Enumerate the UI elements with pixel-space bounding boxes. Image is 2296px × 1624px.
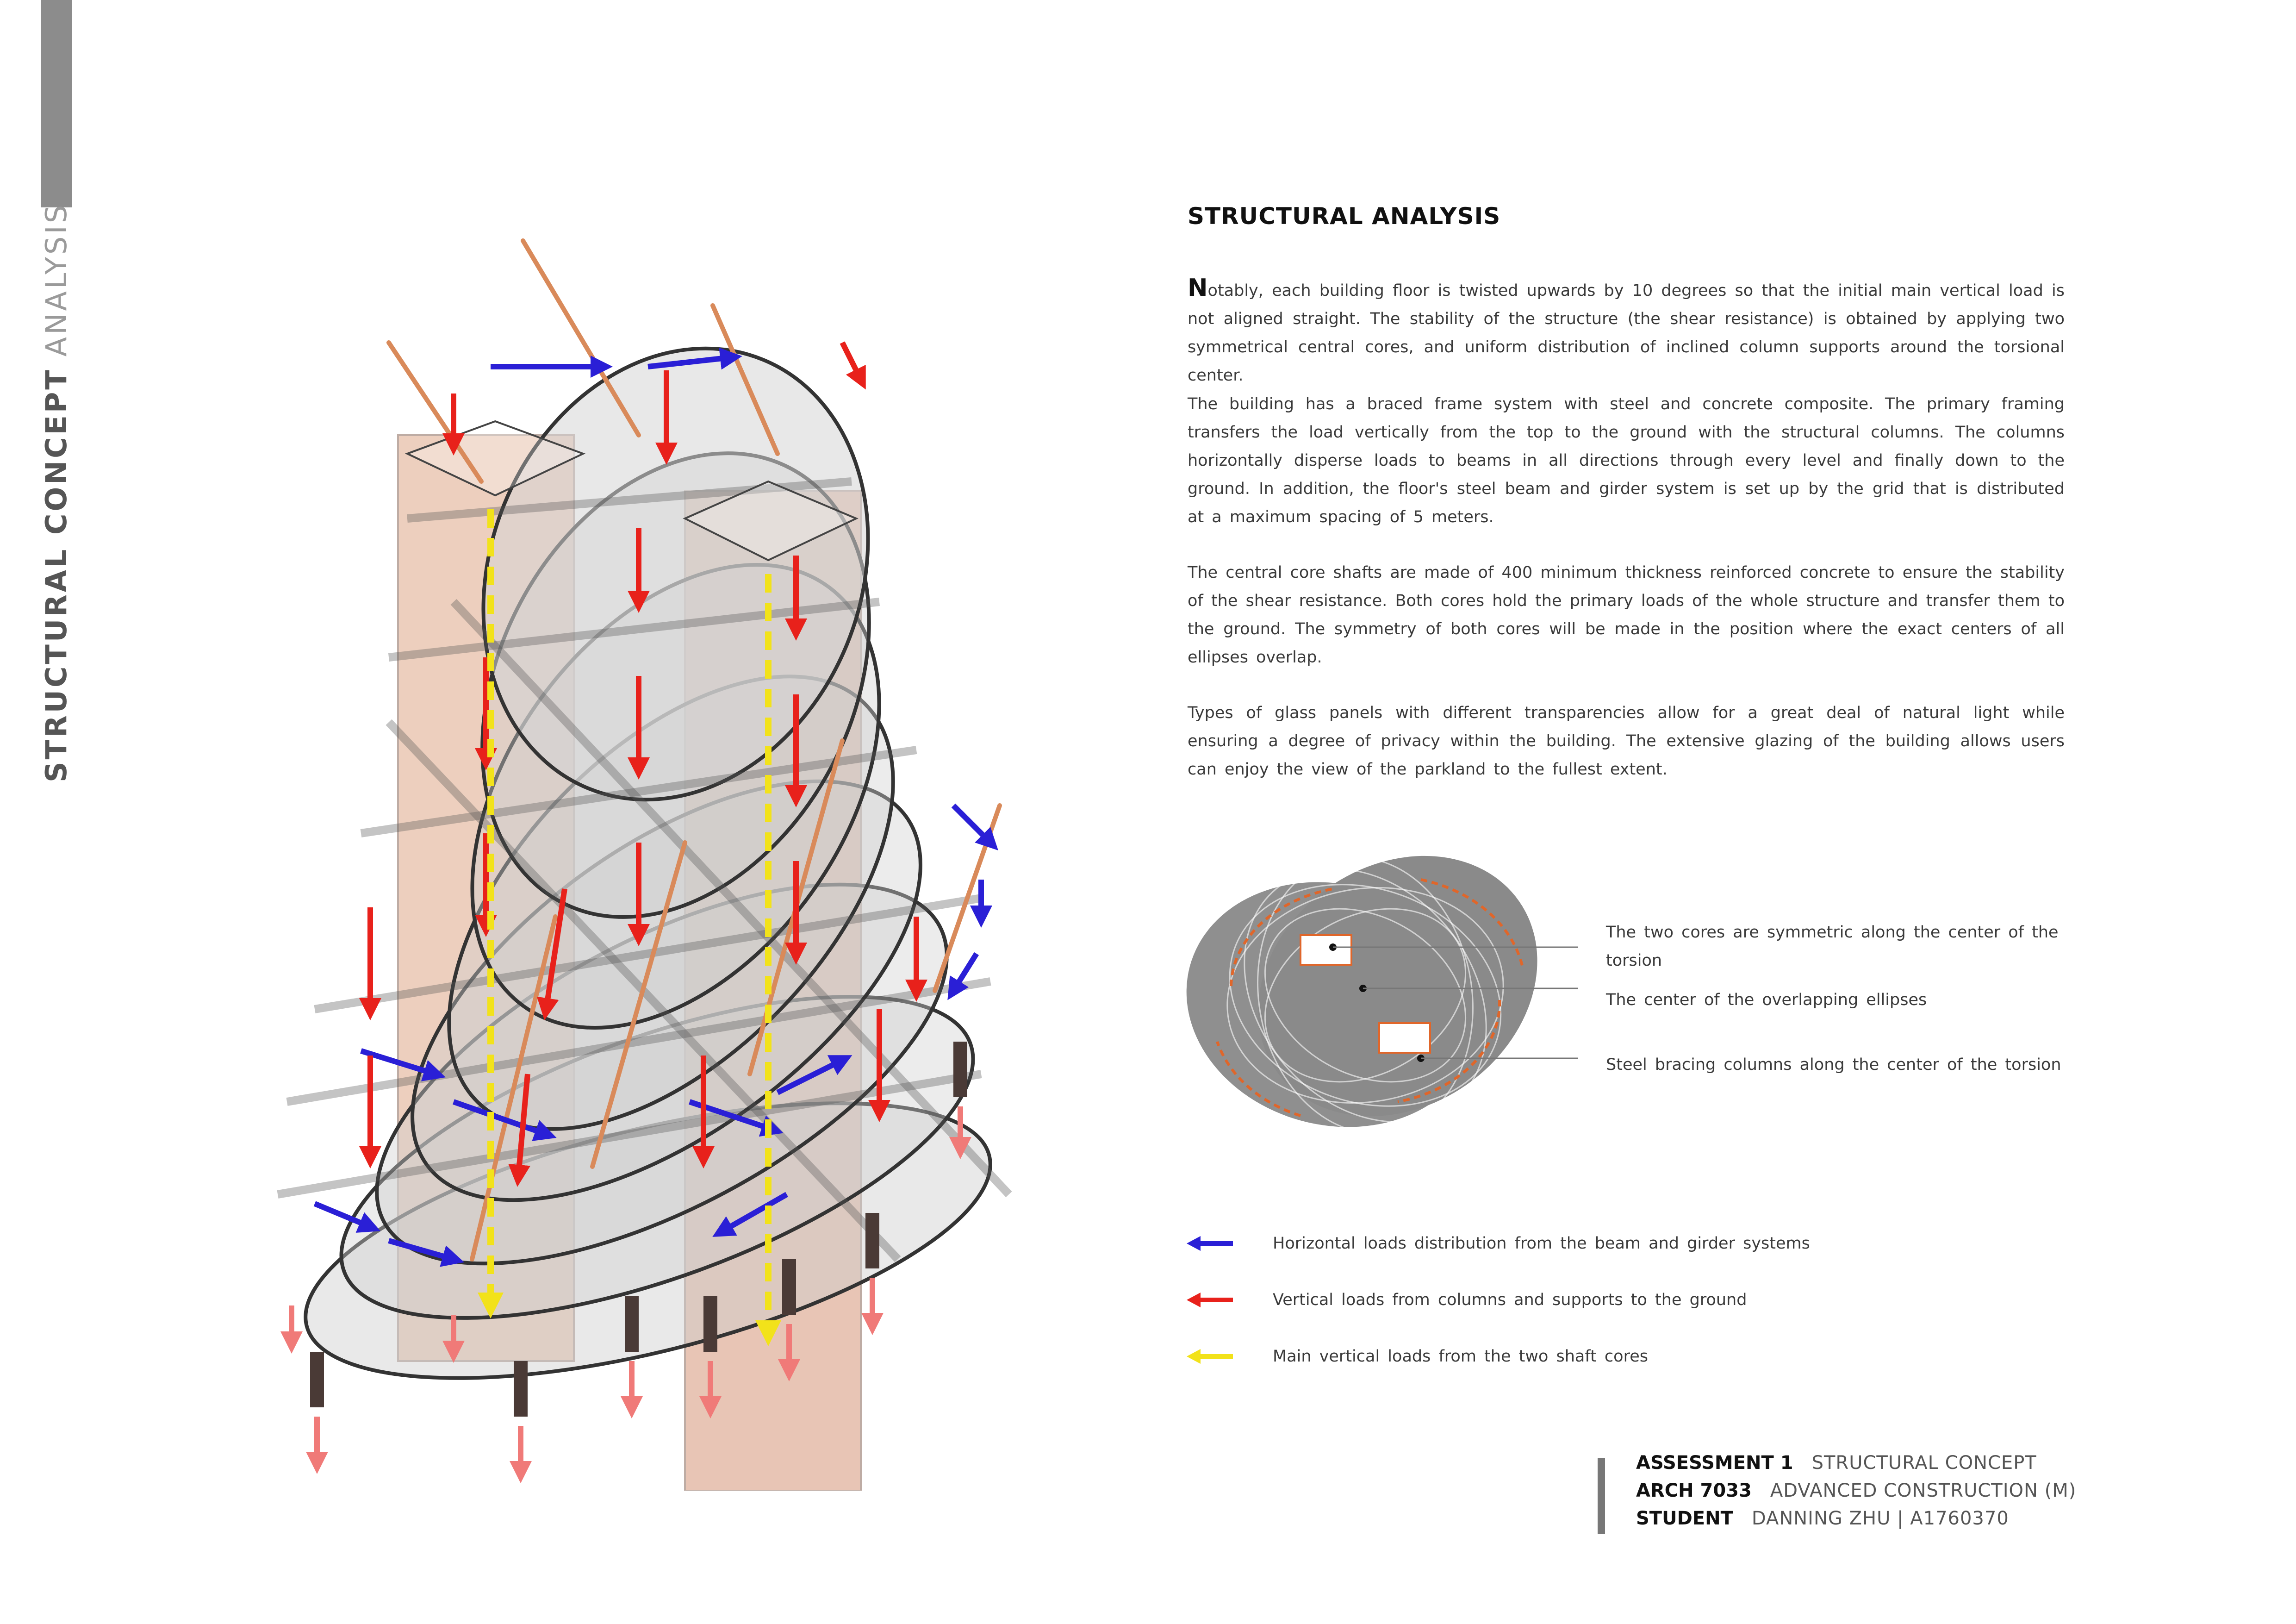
info-course-value: ADVANCED CONSTRUCTION (M) [1770,1480,2077,1501]
paragraph-core-shafts: The central core shafts are made of 400 minimum thickness reinforced concrete to ensure the stability of the shear resistance. Both cores hold the primary loads of the whole structure and transfer them to the ground. The symmetry of both cores will be made in the position where the exact centers of all ellipses overlap. [1188,563,2065,667]
legend-yellow-arrow-icon [1185,1347,1236,1366]
side-title-light: ANALYSIS [39,202,73,357]
drop-cap: N [1188,274,1208,302]
legend-horizontal [1185,1230,1810,1257]
info-student-value: DANNING ZHU | A1760370 [1751,1508,2009,1529]
legend-blue-arrow-icon [1185,1234,1236,1253]
structure-axonometric-drawing [194,194,1074,1491]
info-assessment-value: STRUCTURAL CONCEPT [1811,1452,2037,1474]
plan-label-center: The center of the overlapping ellipses [1606,991,1927,1009]
info-accent-bar [1598,1458,1605,1534]
paragraph-torsion-text: otably, each building floor is twisted upwards by 10 degrees so that the initial main vertical load is not aligned straight. The stability of the structure (the shear resistance) is obtained by applying two symmetrical central cores, and uniform distribution of inclined column supports around the torsional center. [1188,281,2065,385]
info-assessment [1636,1449,2037,1477]
legend-core-label: Main vertical loads from the two shaft cores [1273,1347,1648,1366]
paragraph-braced-frame: The building has a braced frame system with steel and concrete composite. The primary framing transfers the load vertically from the top to the ground with the structural columns. The columns horizontally disperse loads to beams in all directions through every level and finally down to the ground. In addition, the floor's steel beam and girder system is set up by the grid that is distributed at a maximum spacing of 5 meters. [1188,395,2065,526]
plan-label-bracing: Steel bracing columns along the center of the torsion [1606,1056,2061,1074]
info-student-key: STUDENT [1636,1508,1733,1529]
info-assessment-key: ASSESSMENT 1 [1636,1452,1793,1474]
legend-core [1185,1343,1648,1370]
plan-label-cores: The two cores are symmetric along the center of the torsion [1606,923,2059,970]
overlapping-ellipses-plan [1180,847,1578,1143]
side-title-bold: STRUCTURAL CONCEPT [39,368,73,782]
info-student [1636,1505,2009,1532]
legend-horizontal-label: Horizontal loads distribution from the beam and girder systems [1273,1234,1810,1253]
info-course-key: ARCH 7033 [1636,1480,1752,1501]
info-course [1636,1477,2076,1505]
side-accent-bar [41,0,72,207]
legend-vertical [1185,1286,1747,1314]
legend-red-arrow-icon [1185,1291,1236,1309]
floor-slabs [280,290,1016,1434]
side-title [38,202,75,782]
paragraph-torsion [1188,274,2065,390]
paragraph-glass-panels: Types of glass panels with different transparencies allow for a great deal of natural light while ensuring a degree of privacy within the building. The extensive glazing of the building allows users can enjoy the view of the parkland to the fullest extent. [1188,704,2065,779]
analysis-heading: STRUCTURAL ANALYSIS [1188,203,1501,230]
legend-vertical-label: Vertical loads from columns and supports to the ground [1273,1291,1747,1309]
